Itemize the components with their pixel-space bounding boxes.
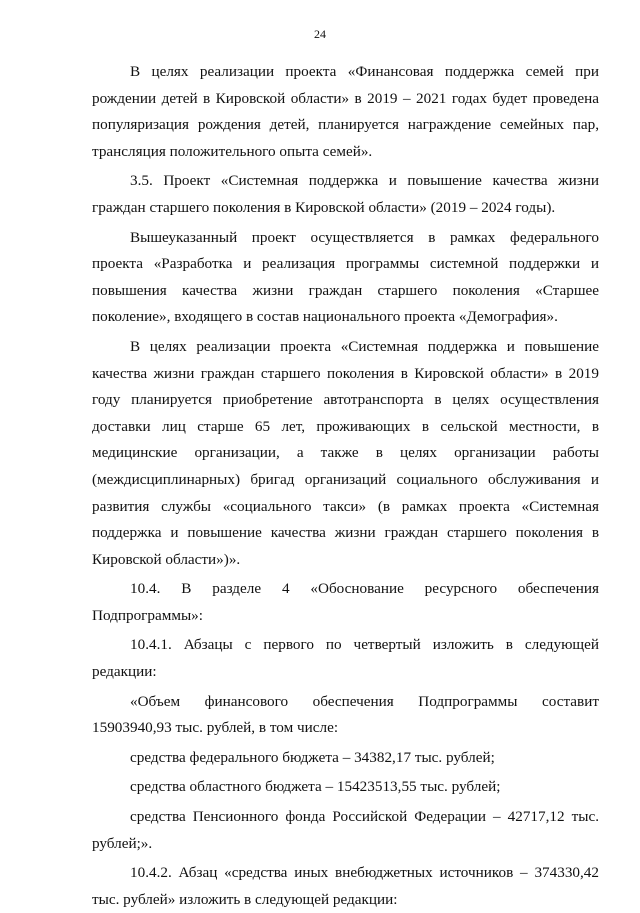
- paragraph-federal-budget: средства федерального бюджета – 34382,17 тыс. рублей;: [130, 748, 495, 766]
- paragraph-project-3-5: 3.5. Проект «Системная поддержка и повышение качества жизни граждан старшего поколения в Кировской области» (2019 – 2024 годы).: [92, 172, 599, 216]
- paragraph-project-goals: В целях реализации проекта «Системная поддержка и повышение качества жизни граждан старшего поколения в Кировской области» в 2019 году планируется приобретение автотранспорта в целях осуществления доставки лиц старше 65 лет, проживающих в сельской местности, в медицинские организации, а также в целях организации работы (междисциплинарных) бригад организаций социального обслуживания и развития службы «социального такси» (в рамках проекта «Системная поддержка и повышение качества жизни граждан старшего поколения в Кировской области»)».: [92, 337, 599, 568]
- page-number: 24: [314, 27, 326, 41]
- paragraph-regional-budget: средства областного бюджета – 15423513,55 тыс. рублей;: [130, 778, 501, 796]
- paragraph-section-10-4-2: 10.4.2. Абзац «средства иных внебюджетных источников – 374330,42 тыс. рублей» изложить в следующей редакции:: [92, 864, 599, 908]
- paragraph-federal-project: Вышеуказанный проект осуществляется в рамках федерального проекта «Разработка и реализация программы системной поддержки и повышения качества жизни граждан старшего поколения «Старшее поколение», входящего в состав национального проекта «Демография».: [92, 228, 599, 326]
- paragraph-section-10-4-1: 10.4.1. Абзацы с первого по четвертый изложить в следующей редакции:: [92, 636, 599, 681]
- paragraph-pension-fund: средства Пенсионного фонда Российской Федерации – 42717,12 тыс. рублей;».: [92, 808, 599, 852]
- paragraph-family-support: В целях реализации проекта «Финансовая поддержка семей при рождении детей в Кировской области» в 2019 – 2021 годах будет проведена популяризация рождения детей, планируется награждение семейных пар, трансляция положительного опыта семей».: [92, 63, 599, 160]
- paragraph-funding-total: «Объем финансового обеспечения Подпрограммы составит 15903940,93 тыс. рублей, в том числе:: [92, 692, 599, 737]
- document-body: [92, 59, 599, 913]
- paragraph-section-10-4: 10.4. В разделе 4 «Обоснование ресурсного обеспечения Подпрограммы»:: [92, 580, 599, 624]
